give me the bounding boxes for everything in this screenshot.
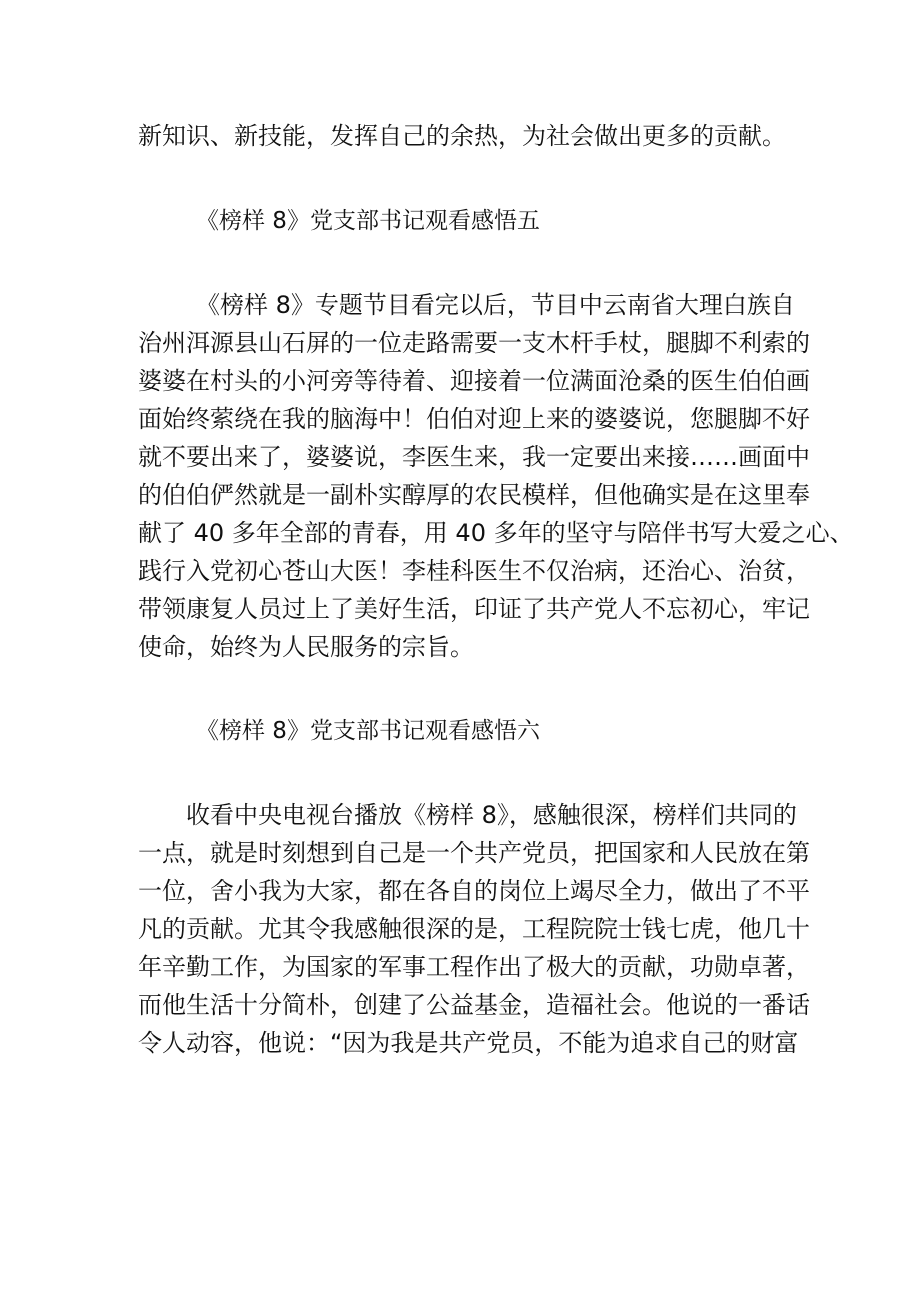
- continuation-paragraph-line: 新知识、新技能，发挥自己的余热，为社会做出更多的贡献。: [138, 122, 786, 150]
- section-5-line: 《榜样 8》专题节目看完以后，节目中云南省大理白族自: [196, 291, 795, 319]
- section-6-line: 年辛勤工作，为国家的军事工程作出了极大的贡献，功勋卓著，: [138, 953, 810, 981]
- section-5-line: 践行入党初心苍山大医！李桂科医生不仅治病，还治心、治贫，: [138, 557, 810, 585]
- section-5-line: 婆婆在村头的小河旁等待着、迎接着一位满面沧桑的医生伯伯画: [138, 367, 810, 395]
- section-5-line: 的伯伯俨然就是一副朴实醇厚的农民模样，但他确实是在这里奉: [138, 481, 810, 509]
- section-6-line: 凡的贡献。尤其令我感触很深的是，工程院院士钱七虎，他几十: [138, 915, 810, 943]
- section-6-line: 令人动容，他说：“因为我是共产党员，不能为追求自己的财富: [138, 1029, 799, 1057]
- section-6-line: 一点，就是时刻想到自己是一个共产党员，把国家和人民放在第: [138, 839, 810, 867]
- section-5-line: 治州洱源县山石屏的一位走路需要一支木杆手杖，腿脚不利索的: [138, 329, 810, 357]
- section-5-line: 带领康复人员过上了美好生活，印证了共产党人不忘初心，牢记: [138, 595, 810, 623]
- section-6-heading: 《榜样 8》党支部书记观看感悟六: [196, 718, 540, 744]
- section-6-line: 一位，舍小我为大家，都在各自的岗位上竭尽全力，做出了不平: [138, 877, 810, 905]
- section-5-line: 献了 40 多年全部的青春，用 40 多年的坚守与陪伴书写大爱之心、: [138, 519, 854, 547]
- section-6-line: 收看中央电视台播放《榜样 8》，感触很深，榜样们共同的: [186, 801, 797, 829]
- section-5-heading: 《榜样 8》党支部书记观看感悟五: [196, 208, 540, 234]
- section-5-line: 面始终萦绕在我的脑海中！伯伯对迎上来的婆婆说，您腿脚不好: [138, 405, 810, 433]
- section-5-line: 就不要出来了，婆婆说，李医生来，我一定要出来接……画面中: [138, 443, 810, 471]
- section-6-line: 而他生活十分简朴，创建了公益基金，造福社会。他说的一番话: [138, 991, 810, 1019]
- section-5-line: 使命，始终为人民服务的宗旨。: [138, 633, 474, 661]
